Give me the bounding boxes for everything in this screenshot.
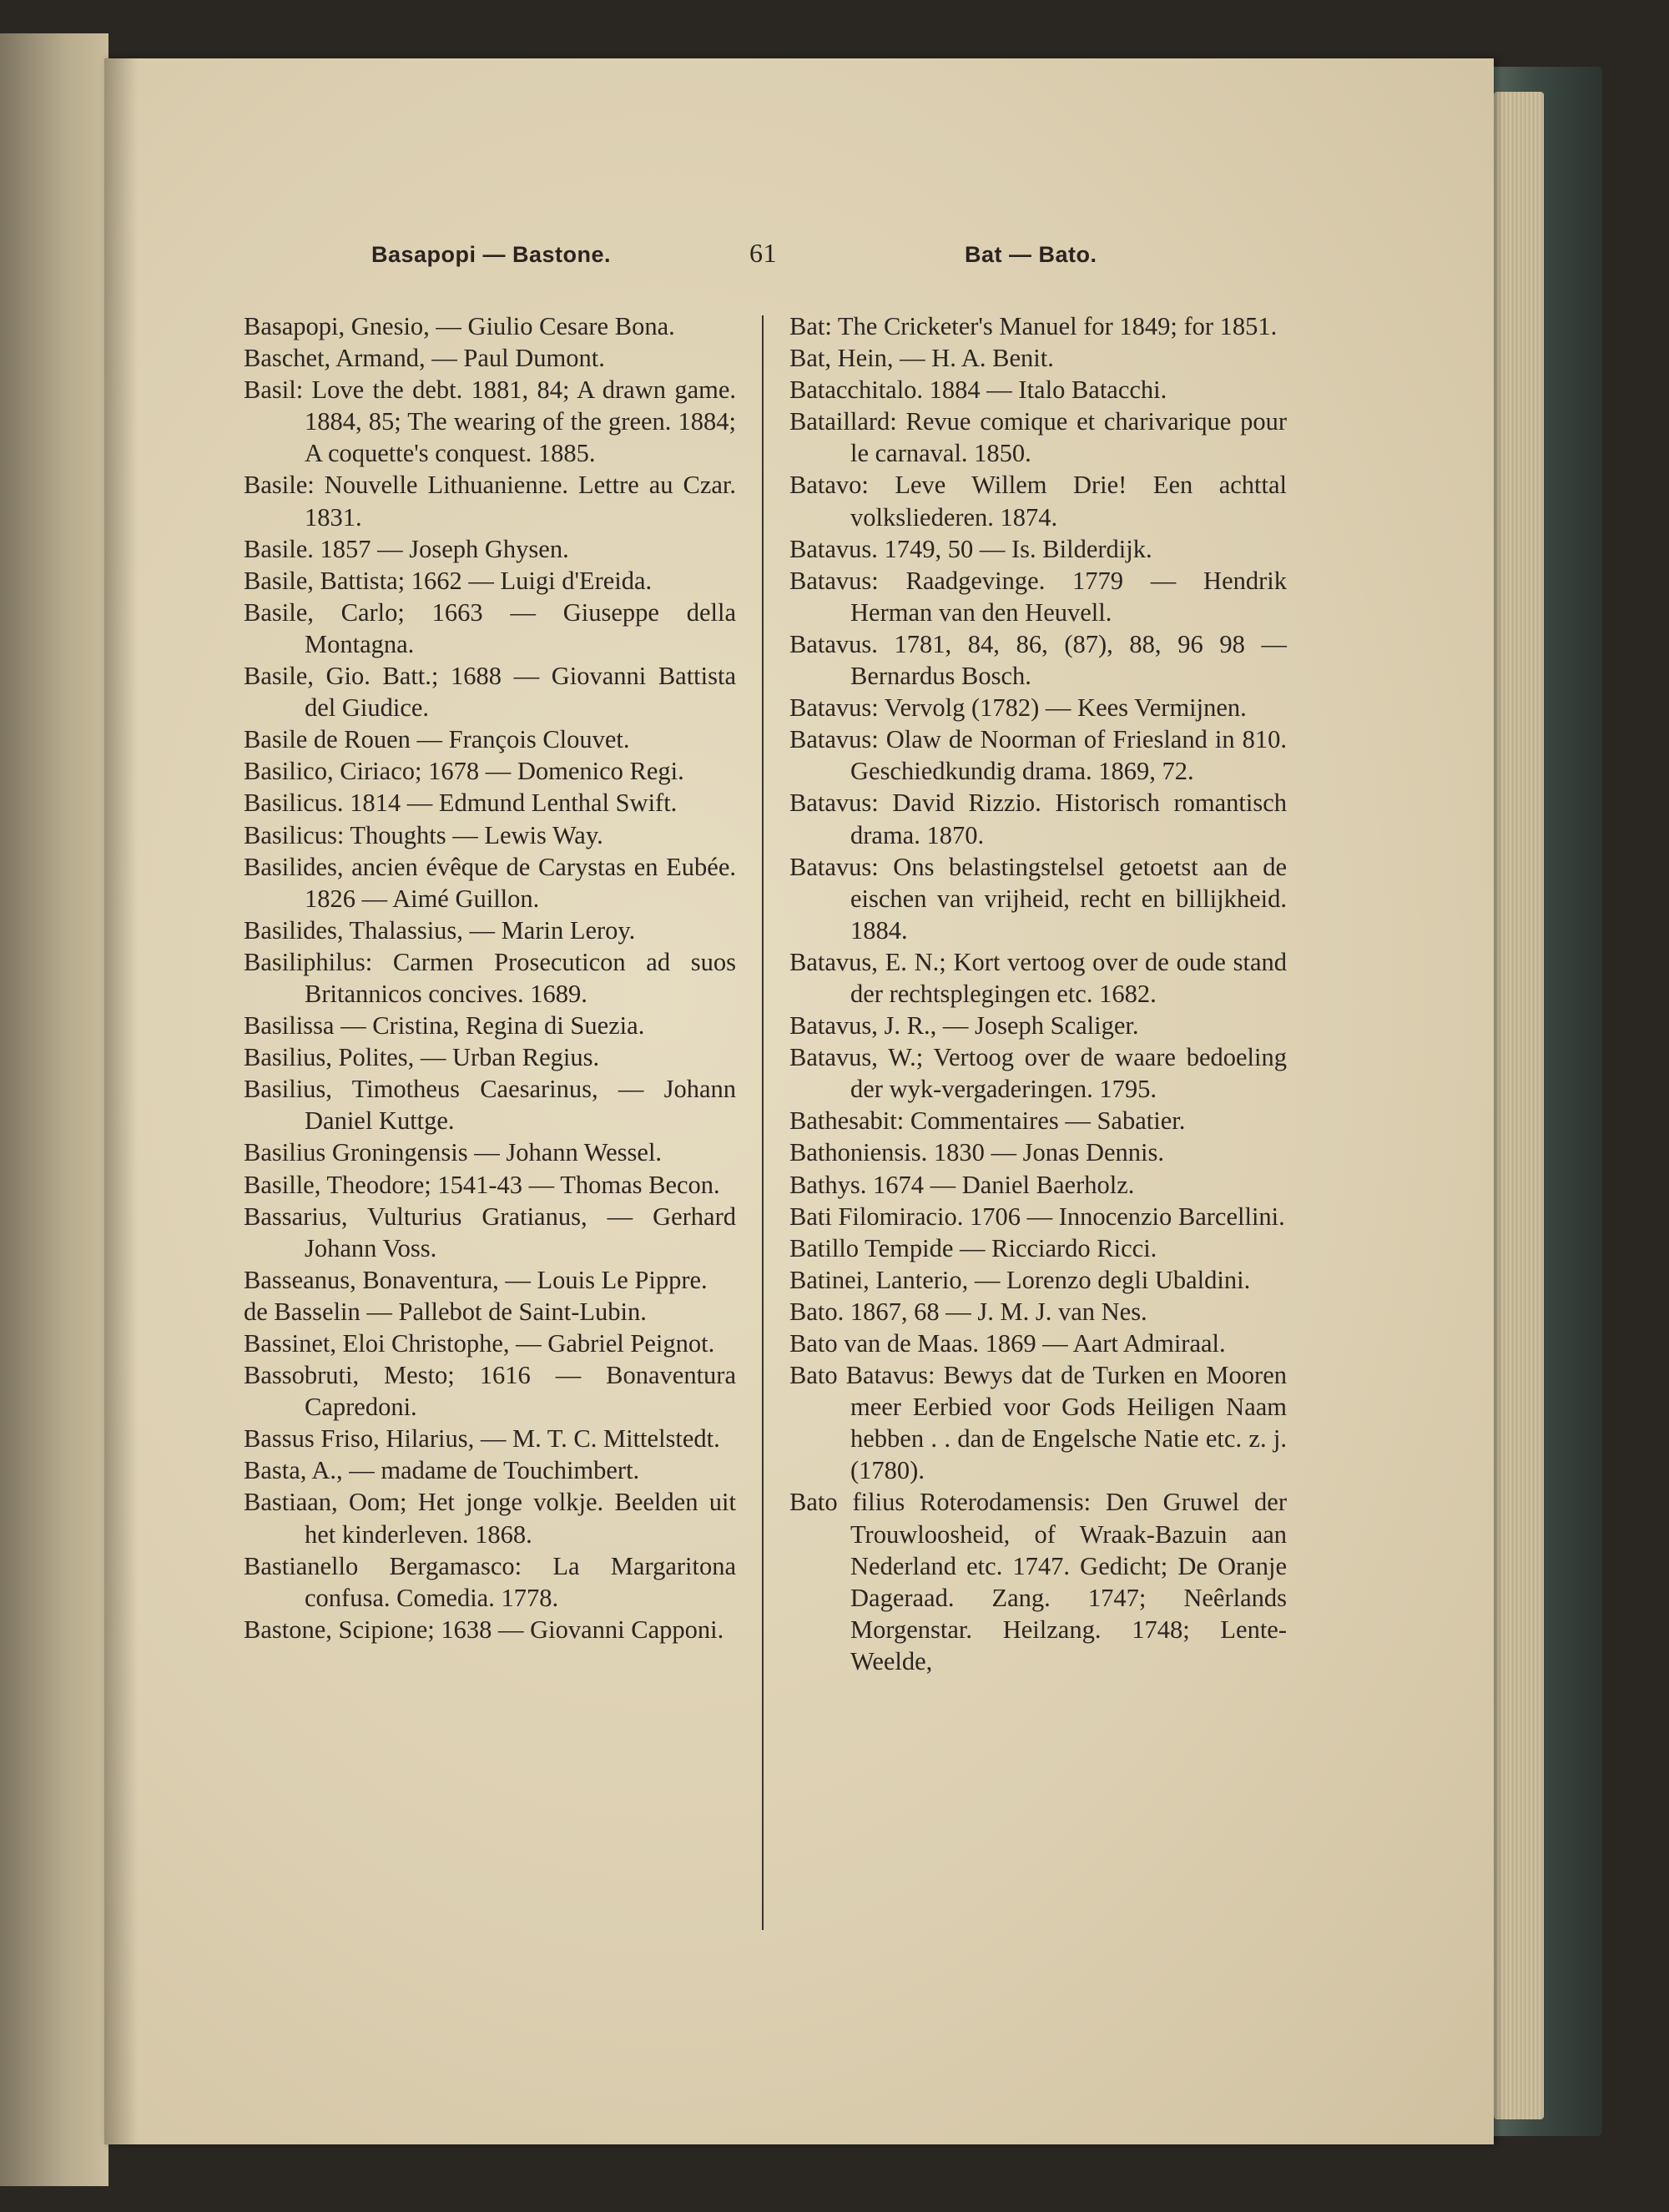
entry: Bat: The Cricketer's Manuel for 1849; for 1851. [789, 312, 1278, 340]
entry: Batacchitalo. 1884 — Italo Batacchi. [789, 375, 1167, 405]
previous-page-sliver [0, 33, 108, 2186]
entry: Basille, Theodore; 1541-43 — Thomas Becon. [244, 1170, 720, 1199]
entry: Basilicus. 1814 — Edmund Lenthal Swift. [244, 789, 678, 818]
entry: Bato filius Roterodamensis: Den Gruwel der Trouwloosheid, of Wraak-Bazuin aan Nederland etc. 1747. Gedicht; De Oranje Dageraad. Zang. 1747; Neêrlands Morgenstar. Heilzang. 1748; Lente-Weelde, [789, 1488, 1287, 1675]
entry: de Basselin — Pallebot de Saint-Lubin. [244, 1297, 647, 1326]
entry: Bassobruti, Mesto; 1616 — Bonaventura Capredoni. [244, 1361, 736, 1422]
entry: Basil: Love the debt. 1881, 84; A drawn game. 1884, 85; The wearing of the green. 1884; A coquette's conquest. 1885. [244, 375, 736, 468]
entry: Bati Filomiracio. 1706 — Innocenzio Barcellini. [789, 1202, 1285, 1231]
entry: Basilico, Ciriaco; 1678 — Domenico Regi. [244, 757, 684, 786]
entry: Basiliphilus: Carmen Prosecuticon ad suos Britannicos concives. 1689. [244, 947, 736, 1008]
running-header-right: Bat — Bato. [965, 242, 1097, 267]
entry: Basseanus, Bonaventura, — Louis Le Pippre. [244, 1265, 708, 1294]
entry: Basilissa — Cristina, Regina di Suezia. [244, 1011, 645, 1040]
entry: Batavus, J. R., — Joseph Scaliger. [789, 1011, 1139, 1040]
entry: Basilides, ancien évêque de Carystas en Eubée. 1826 — Aimé Guillon. [244, 852, 736, 913]
entry: Batavus, E. N.; Kort vertoog over de oude stand der rechtsplegingen etc. 1682. [789, 947, 1287, 1008]
entry: Batavus: Olaw de Noorman of Friesland in 810. Geschiedkundig drama. 1869, 72. [789, 725, 1287, 786]
entry: Bassarius, Vulturius Gratianus, — Gerhard Johann Voss. [244, 1202, 736, 1262]
entry: Batavo: Leve Willem Drie! Een achttal volksliederen. 1874. [789, 471, 1287, 532]
entry: Batavus. 1781, 84, 86, (87), 88, 96 98 — Bernardus Bosch. [789, 629, 1287, 691]
right-column [789, 310, 1287, 1677]
entry: Bathys. 1674 — Daniel Baerholz. [789, 1170, 1135, 1199]
entry: Bastianello Bergamasco: La Margaritona confusa. Comedia. 1778. [244, 1551, 736, 1612]
entry: Batinei, Lanterio, — Lorenzo degli Ubaldini. [789, 1265, 1251, 1294]
entry: Bathoniensis. 1830 — Jonas Dennis. [789, 1138, 1165, 1167]
entry: Bato van de Maas. 1869 — Aart Admiraal. [789, 1329, 1226, 1358]
entry: Basile. 1857 — Joseph Ghysen. [244, 534, 569, 563]
entry: Basile: Nouvelle Lithuanienne. Lettre au Czar. 1831. [244, 471, 736, 532]
entry: Bato. 1867, 68 — J. M. J. van Nes. [789, 1297, 1147, 1326]
entry: Batavus, W.; Vertoog over de waare bedoeling der wyk-vergaderingen. 1795. [789, 1043, 1287, 1104]
entry: Bat, Hein, — H. A. Benit. [789, 344, 1054, 373]
entry: Bathesabit: Commentaires — Sabatier. [789, 1106, 1186, 1136]
entry: Basile, Gio. Batt.; 1688 — Giovanni Battista del Giudice. [244, 662, 736, 723]
entry: Bato Batavus: Bewys dat de Turken en Mooren meer Eerbied voor Gods Heiligen Naam hebben . . dan de Engelsche Natie etc. z. j. (1780). [789, 1361, 1287, 1485]
entry: Basapopi, Gnesio, — Giulio Cesare Bona. [244, 312, 675, 340]
entry: Basilides, Thalassius, — Marin Leroy. [244, 915, 636, 945]
entry: Bataillard: Revue comique et charivarique pour le carnaval. 1850. [789, 407, 1287, 468]
entry: Basile de Rouen — François Clouvet. [244, 725, 630, 754]
running-header-left: Basapopi — Bastone. [371, 242, 612, 267]
entry: Batavus: Ons belastingstelsel getoetst aan de eischen van vrijheid, recht en billijkheid. 1884. [789, 852, 1287, 945]
entry: Bassus Friso, Hilarius, — M. T. C. Mittelstedt. [244, 1424, 720, 1454]
entry: Bastiaan, Oom; Het jonge volkje. Beelden uit het kinderleven. 1868. [244, 1488, 736, 1549]
entry: Basile, Carlo; 1663 — Giuseppe della Montagna. [244, 597, 736, 658]
entry: Batavus: Raadgevinge. 1779 — Hendrik Herman van den Heuvell. [789, 566, 1287, 627]
column-rule [762, 315, 764, 1930]
entry: Baschet, Armand, — Paul Dumont. [244, 344, 605, 373]
entry: Basilius Groningensis — Johann Wessel. [244, 1138, 663, 1167]
entry: Basta, A., — madame de Touchimbert. [244, 1456, 640, 1485]
entry: Bassinet, Eloi Christophe, — Gabriel Peignot. [244, 1329, 715, 1358]
gutter-shadow [104, 58, 138, 2144]
entry: Basilius, Timotheus Caesarinus, — Johann Daniel Kuttge. [244, 1075, 736, 1136]
entry: Basilicus: Thoughts — Lewis Way. [244, 820, 603, 849]
entry: Basilius, Polites, — Urban Regius. [244, 1043, 600, 1072]
entry: Bastone, Scipione; 1638 — Giovanni Capponi. [244, 1615, 724, 1644]
entry: Basile, Battista; 1662 — Luigi d'Ereida. [244, 566, 653, 595]
entry: Batillo Tempide — Ricciardo Ricci. [789, 1233, 1157, 1262]
page-number: 61 [749, 238, 777, 268]
left-column [244, 310, 736, 1645]
page-edge-stack [1494, 92, 1544, 2119]
entry: Batavus. 1749, 50 — Is. Bilderdijk. [789, 534, 1152, 563]
entry: Batavus: David Rizzio. Historisch romantisch drama. 1870. [789, 789, 1287, 849]
entry: Batavus: Vervolg (1782) — Kees Vermijnen. [789, 693, 1247, 723]
